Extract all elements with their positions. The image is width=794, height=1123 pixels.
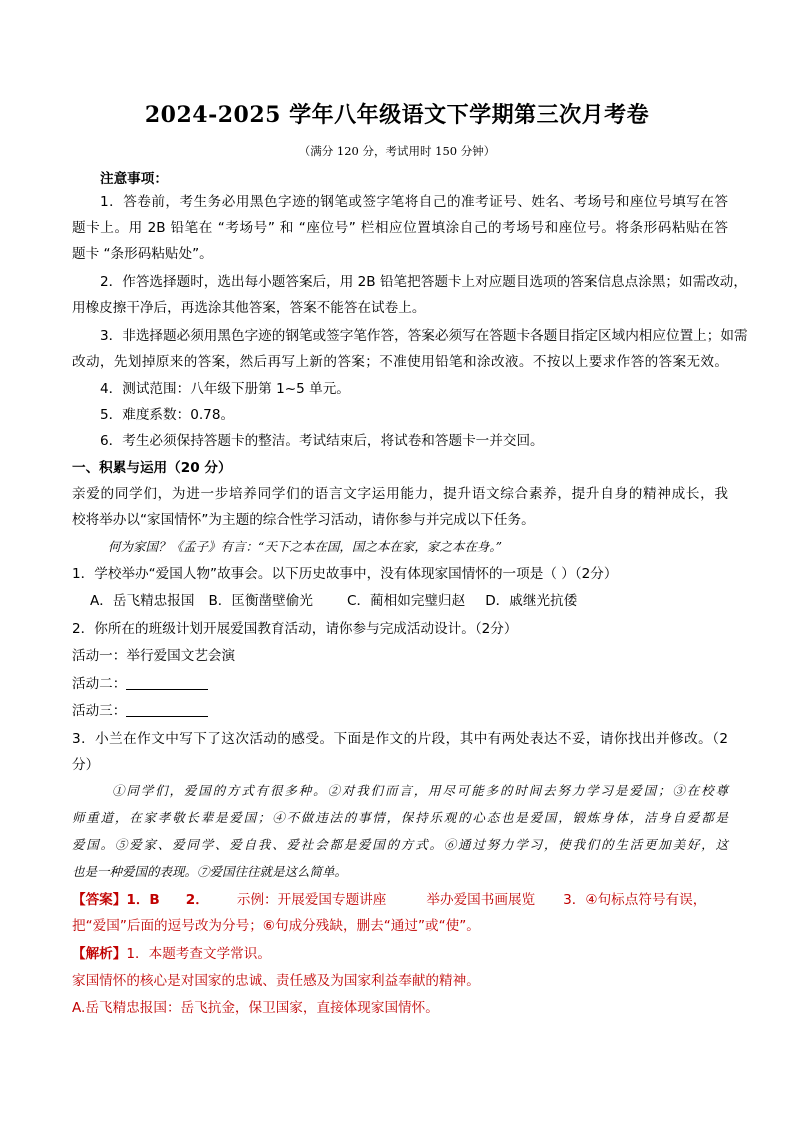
question-2-activity-3 bbox=[72, 701, 728, 721]
notice-item-4: 4．测试范围：八年级下册第 1~5 单元。 bbox=[100, 381, 350, 397]
question-1-stem: 1．学校举办“爱国人物”故事会。以下历史故事中，没有体现家国情怀的一项是（ ）（2分） bbox=[72, 566, 618, 582]
notice-item-2-line-1: 2．作答选择题时，选出每小题答案后，用 2B 铅笔把答题卡上对应题目选项的答案信息点涂黑；如需改动， bbox=[100, 274, 747, 290]
question-3-passage-line-4: 也是一种爱国的表现。⑦爱国往往就是这么简单。 bbox=[72, 864, 348, 879]
notice-item-6: 6．考生必须保持答题卡的整洁。考试结束后，将试卷和答题卡一并交回。 bbox=[100, 433, 544, 449]
answer-1: 1．B bbox=[126, 892, 160, 908]
analysis-line-1 bbox=[72, 944, 728, 964]
page-subtitle: （满分 120 分，考试用时 150 分钟） bbox=[298, 144, 496, 158]
activity-3-label: 活动三： bbox=[72, 703, 127, 719]
section-1-heading: 一、积累与运用（20 分） bbox=[72, 460, 232, 476]
question-1-option-a: A．岳飞精忠报国 bbox=[90, 593, 195, 609]
question-1-option-d: D．戚继光抗倭 bbox=[485, 593, 578, 609]
question-1-option-c: C．蔺相如完璧归赵 bbox=[346, 593, 466, 609]
section-1-intro-line-2: 校将举办以“家国情怀”为主题的综合性学习活动，请你参与并完成以下任务。 bbox=[72, 512, 535, 528]
notice-item-5: 5．难度系数：0.78。 bbox=[100, 407, 235, 423]
question-3-passage-line-3: 爱国。⑤爱家、爱同学、爱自我、爱社会都是爱国的方式。⑥通过努力学习，使我们的生活更加美好，这 bbox=[72, 837, 728, 852]
notice-item-1-line-1: 1．答卷前，考生务必用黑色字迹的钢笔或签字笔将自己的准考证号、姓名、考场号和座位号填写在答 bbox=[100, 194, 728, 210]
notice-item-2-line-2: 用橡皮擦干净后，再选涂其他答案，答案不能答在试卷上。 bbox=[72, 300, 426, 316]
activity-2-blank bbox=[126, 675, 208, 690]
answer-3-part-1: 3．④句标点符号有误， bbox=[563, 892, 707, 908]
question-1-option-b: B．匡衡凿壁偷光 bbox=[208, 593, 313, 609]
activity-3-blank bbox=[126, 702, 208, 717]
question-3-stem-line-2: 分） bbox=[72, 757, 100, 773]
notice-item-1-line-3: 题卡 “条形码粘贴处”。 bbox=[72, 246, 213, 262]
answer-2-example-1: 示例：开展爱国专题讲座 bbox=[236, 892, 387, 908]
question-3-passage-line-1: ①同学们，爱国的方式有很多种。②对我们而言，用尽可能多的时间去努力学习是爱国；③在校尊 bbox=[112, 783, 728, 798]
question-2-activity-1: 活动一：举行爱国文艺会演 bbox=[72, 648, 236, 664]
question-1-options bbox=[90, 591, 746, 611]
analysis-label: 【解析】 bbox=[72, 946, 127, 962]
section-1-intro-line-1: 亲爱的同学们，为进一步培养同学们的语言文字运用能力，提升语文综合素养，提升自身的精神成长，我 bbox=[72, 486, 728, 502]
answer-line-2: 把“爱国”后面的逗号改为分号；⑥句成分残缺，删去“通过”或“使”。 bbox=[72, 918, 480, 934]
answer-label: 【答案】 bbox=[72, 892, 127, 908]
question-2-activity-2 bbox=[72, 674, 728, 694]
page-title: 2024-2025 学年八年级语文下学期第三次月考卷 bbox=[144, 102, 650, 128]
notice-heading: 注意事项： bbox=[100, 171, 168, 187]
analysis-1-intro: 1．本题考查文学常识。 bbox=[126, 946, 271, 962]
answer-line-1 bbox=[72, 890, 728, 910]
question-3-passage-line-2: 师重道，在家孝敬长辈是爱国；④不做违法的事情，保持乐观的心态也是爱国，锻炼身体，洁身自爱都是 bbox=[72, 810, 728, 825]
answer-2-number: 2． bbox=[185, 892, 209, 908]
notice-item-1-line-2: 题卡上。用 2B 铅笔在 “考场号” 和 “座位号” 栏相应位置填涂自己的考场号和座位号。将条形码粘贴在答 bbox=[72, 220, 728, 236]
section-1-quote: 何为家国？《孟子》有言：“天下之本在国，国之本在家，家之本在身。” bbox=[108, 539, 503, 554]
notice-item-3-line-1: 3．非选择题必须用黑色字迹的钢笔或签字笔作答，答案必须写在答题卡各题目指定区域内相应位置上；如需 bbox=[100, 328, 748, 344]
activity-2-label: 活动二： bbox=[72, 676, 127, 692]
analysis-line-2: 家国情怀的核心是对国家的忠诚、责任感及为国家利益奉献的精神。 bbox=[72, 973, 480, 989]
question-3-stem-line-1: 3．小兰在作文中写下了这次活动的感受。下面是作文的片段，其中有两处表达不妥，请你找出并修改。（2 bbox=[72, 731, 728, 747]
analysis-line-3: A.岳飞精忠报国：岳飞抗金，保卫国家，直接体现家国情怀。 bbox=[72, 1000, 439, 1016]
notice-item-3-line-2: 改动，先划掉原来的答案，然后再写上新的答案；不准使用铅笔和涂改液。不按以上要求作答的答案无效。 bbox=[72, 354, 728, 370]
answer-2-example-2: 举办爱国书画展览 bbox=[426, 892, 536, 908]
question-2-stem: 2．你所在的班级计划开展爱国教育活动，请你参与完成活动设计。（2分） bbox=[72, 621, 518, 637]
